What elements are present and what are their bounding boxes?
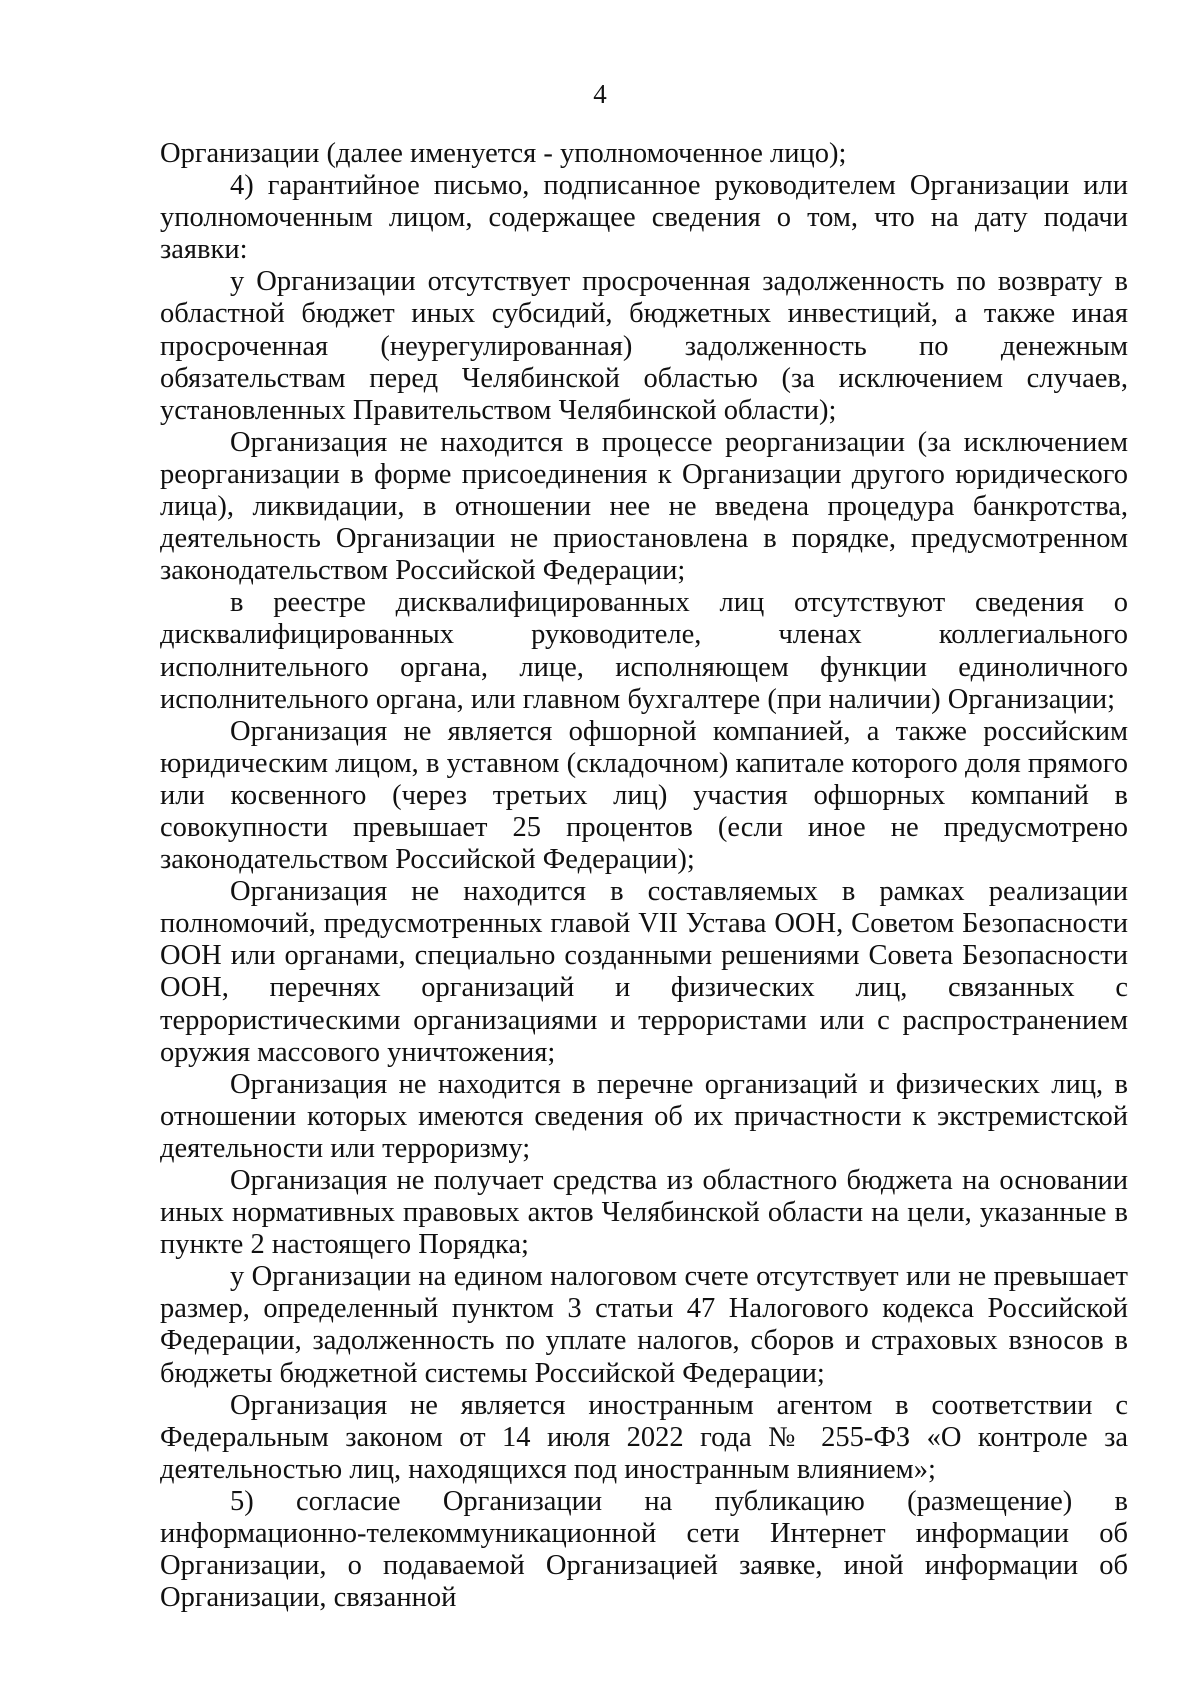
- paragraph-no-other-funding: Организация не получает средства из областного бюджета на основании иных нормативных правовых актов Челябинской области на цели, указанные в пункте 2 настоящего Порядка;: [160, 1165, 1128, 1261]
- paragraph-disqualified-persons: в реестре дисквалифицированных лиц отсутствуют сведения о дисквалифицированных руководителе, членах коллегиального исполнительного органа, лице, исполняющем функции единоличного исполнительного органа, или главном бухгалтере (при наличии) Организации;: [160, 587, 1128, 715]
- paragraph-authorized-person: Организации (далее именуется - уполномоченное лицо);: [160, 138, 847, 169]
- paragraph-item-5-consent: 5) согласие Организации на публикацию (размещение) в информационно-телекоммуникационной сети Интернет информации об Организации, о подаваемой Организацией заявке, иной информации об Организации, связанной: [160, 1485, 1128, 1614]
- paragraph-extremism-list: Организация не находится в перечне организаций и физических лиц, в отношении которых имеются сведения об их причастности к экстремистской деятельности или терроризму;: [160, 1068, 1128, 1164]
- paragraph-item-4-guarantee-letter: 4) гарантийное письмо, подписанное руководителем Организации или уполномоченным лицом, содержащее сведения о том, что на дату подачи заявки:: [160, 170, 1128, 266]
- paragraph-tax-account: у Организации на едином налоговом счете отсутствует или не превышает размер, определенный пунктом 3 статьи 47 Налогового кодекса Российской Федерации, задолженность по уплате налогов, сборов и страховых взносов в бюджеты бюджетной системы Российской Федерации;: [160, 1261, 1128, 1389]
- paragraph-not-offshore: Организация не является офшорной компанией, а также российским юридическим лицом, в уставном (складочном) капитале которого доля прямого или косвенного (через третьих лиц) участия офшорных компаний в совокупности превышает 25 процентов (если иное не предусмотрено законодательством Российской Федерации);: [160, 715, 1128, 876]
- document-body: [160, 138, 1128, 1614]
- paragraph-un-sanctions: Организация не находится в составляемых в рамках реализации полномочий, предусмотренных главой VII Устава ООН, Советом Безопасности ООН или органами, специально созданными решениями Совета Безопасности ООН, перечнях организаций и физических лиц, связанных с террористическими организациями и террористами или с распространением оружия массового уничтожения;: [160, 876, 1128, 1068]
- paragraph-no-overdue-debt: у Организации отсутствует просроченная задолженность по возврату в областной бюджет иных субсидий, бюджетных инвестиций, а также иная просроченная (неурегулированная) задолженность по денежным обязательствам перед Челябинской областью (за исключением случаев, установленных Правительством Челябинской области);: [160, 266, 1128, 426]
- page-number: 4: [593, 79, 607, 109]
- paragraph-no-reorganization: Организация не находится в процессе реорганизации (за исключением реорганизации в форме присоединения к Организации другого юридического лица), ликвидации, в отношении нее не введена процедура банкротства, деятельность Организации не приостановлена в порядке, предусмотренном законодательством Российской Федерации;: [160, 426, 1128, 587]
- paragraph-foreign-agent: Организация не является иностранным агентом в соответствии с Федеральным законом от 14 июля 2022 года № 255-ФЗ «О контроле за деятельностью лиц, находящихся под иностранным влиянием»;: [160, 1389, 1128, 1485]
